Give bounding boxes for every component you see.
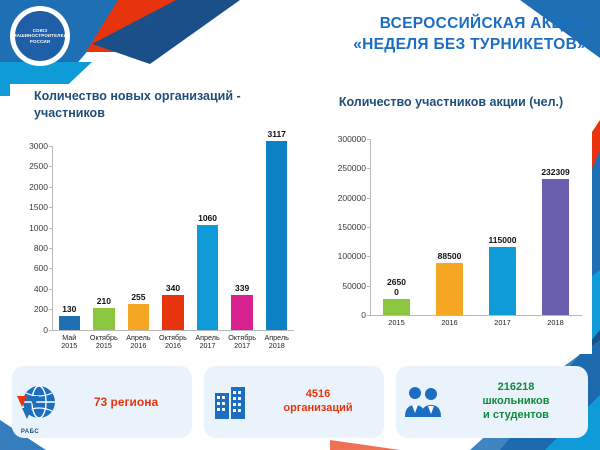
title-line-2: «НЕДЕЛЯ БЕЗ ТУРНИКЕТОВ»	[353, 35, 586, 53]
bar	[162, 295, 183, 330]
logo-text	[12, 8, 68, 64]
y-tick	[49, 228, 52, 229]
x-tick-label: Апрель 2016	[126, 332, 151, 351]
y-tick	[367, 315, 370, 316]
y-tick-label: 100000	[337, 251, 366, 262]
bar-value-label: 255	[131, 291, 146, 302]
bar-value-label: 210	[96, 296, 111, 307]
bar-value-label: 1060	[198, 213, 218, 224]
y-tick	[49, 187, 52, 188]
bar	[59, 316, 80, 329]
y-tick-label: 150000	[337, 221, 366, 232]
bar-value-label: 115000	[488, 235, 517, 246]
y-tick	[367, 139, 370, 140]
y-tick-label: 200	[33, 304, 48, 315]
x-tick-label: 2015	[388, 317, 405, 327]
chart-right-title: Количество участников акции (чел.)	[338, 95, 564, 109]
y-tick-label: 2000	[29, 181, 48, 192]
chart-new-organizations	[10, 84, 300, 354]
title-line-1: ВСЕРОССИЙСКАЯ АКЦИЯ	[379, 15, 586, 32]
bar-value-label: 339	[235, 283, 250, 294]
stat-card-organizations	[204, 366, 384, 438]
buildings-icon	[204, 383, 258, 421]
x-tick-label: Май 2015	[61, 332, 78, 351]
x-tick-label: 2018	[547, 317, 564, 327]
bar	[231, 295, 252, 330]
logo-line-2: МАШИНОСТРОИТЕЛЕЙ	[12, 33, 68, 39]
stat-card-students	[396, 366, 588, 438]
y-axis	[52, 146, 53, 330]
x-axis	[52, 330, 294, 331]
y-tick	[367, 227, 370, 228]
bar-value-label: 3117	[267, 128, 286, 139]
y-tick-label: 200000	[337, 192, 366, 203]
x-tick-label: 2016	[441, 317, 458, 327]
y-tick	[49, 207, 52, 208]
bar-value-label: 232309	[541, 166, 570, 177]
y-tick-label: 1000	[29, 222, 48, 233]
bar	[197, 225, 218, 330]
x-tick-label: Апрель 2018	[264, 332, 289, 351]
people-icon	[396, 383, 450, 421]
bar	[93, 308, 114, 329]
y-tick-label: 0	[361, 309, 366, 320]
y-tick-label: 50000	[342, 280, 366, 291]
bar	[542, 179, 569, 315]
bar	[436, 263, 463, 315]
y-tick	[367, 256, 370, 257]
rabc-logo	[10, 392, 50, 440]
chart-participants	[310, 84, 592, 354]
x-tick-label: Октябрь 2017	[228, 332, 257, 351]
logo-line-1: СОЮЗ	[32, 27, 48, 33]
bar	[266, 141, 287, 330]
bar	[383, 299, 410, 315]
bar	[128, 304, 149, 330]
stat-card-students-text: 216218 школьников и студентов	[482, 381, 550, 421]
logo-soyuz-mashinostroiteley	[8, 6, 86, 68]
chart-left-title: Количество новых организаций - участников	[34, 89, 241, 120]
x-axis	[370, 315, 582, 316]
y-tick	[49, 268, 52, 269]
y-tick-label: 400	[33, 283, 48, 294]
y-tick	[49, 330, 52, 331]
bar-value-label: 130	[62, 304, 77, 315]
y-tick	[49, 166, 52, 167]
logo-line-3: РОССИИ	[29, 38, 51, 44]
x-tick-label: Октябрь 2015	[89, 332, 118, 351]
bar-value-label: 88500	[437, 250, 462, 261]
y-tick	[49, 146, 52, 147]
y-tick-label: 250000	[337, 163, 366, 174]
y-tick	[49, 289, 52, 290]
stat-card-regions-text: 73 региона	[93, 394, 159, 409]
bar	[489, 247, 516, 314]
x-tick-label: Октябрь 2016	[159, 332, 187, 351]
rabc-mark-icon	[13, 392, 47, 422]
chart-right-plot	[310, 117, 592, 339]
y-tick-label: 800	[33, 242, 48, 253]
y-tick-label: 600	[33, 263, 48, 274]
y-tick-label: 2500	[29, 161, 48, 172]
y-tick	[367, 198, 370, 199]
x-tick-label: 2017	[494, 317, 511, 327]
y-tick-label: 1500	[29, 202, 48, 213]
x-tick-label: Апрель 2017	[195, 332, 220, 351]
stat-card-organizations-text: 4516 организаций	[283, 388, 353, 414]
y-tick-label: 3000	[29, 140, 48, 151]
chart-left-plot	[10, 128, 300, 356]
bar-value-label: 340	[165, 282, 181, 293]
page-title	[256, 14, 586, 56]
y-tick-label: 0	[43, 324, 48, 335]
y-tick	[367, 168, 370, 169]
bar-value-label: 2650 0	[387, 277, 406, 298]
y-tick	[49, 248, 52, 249]
y-tick-label: 300000	[337, 133, 366, 144]
rabc-label: РАБС	[20, 429, 40, 435]
